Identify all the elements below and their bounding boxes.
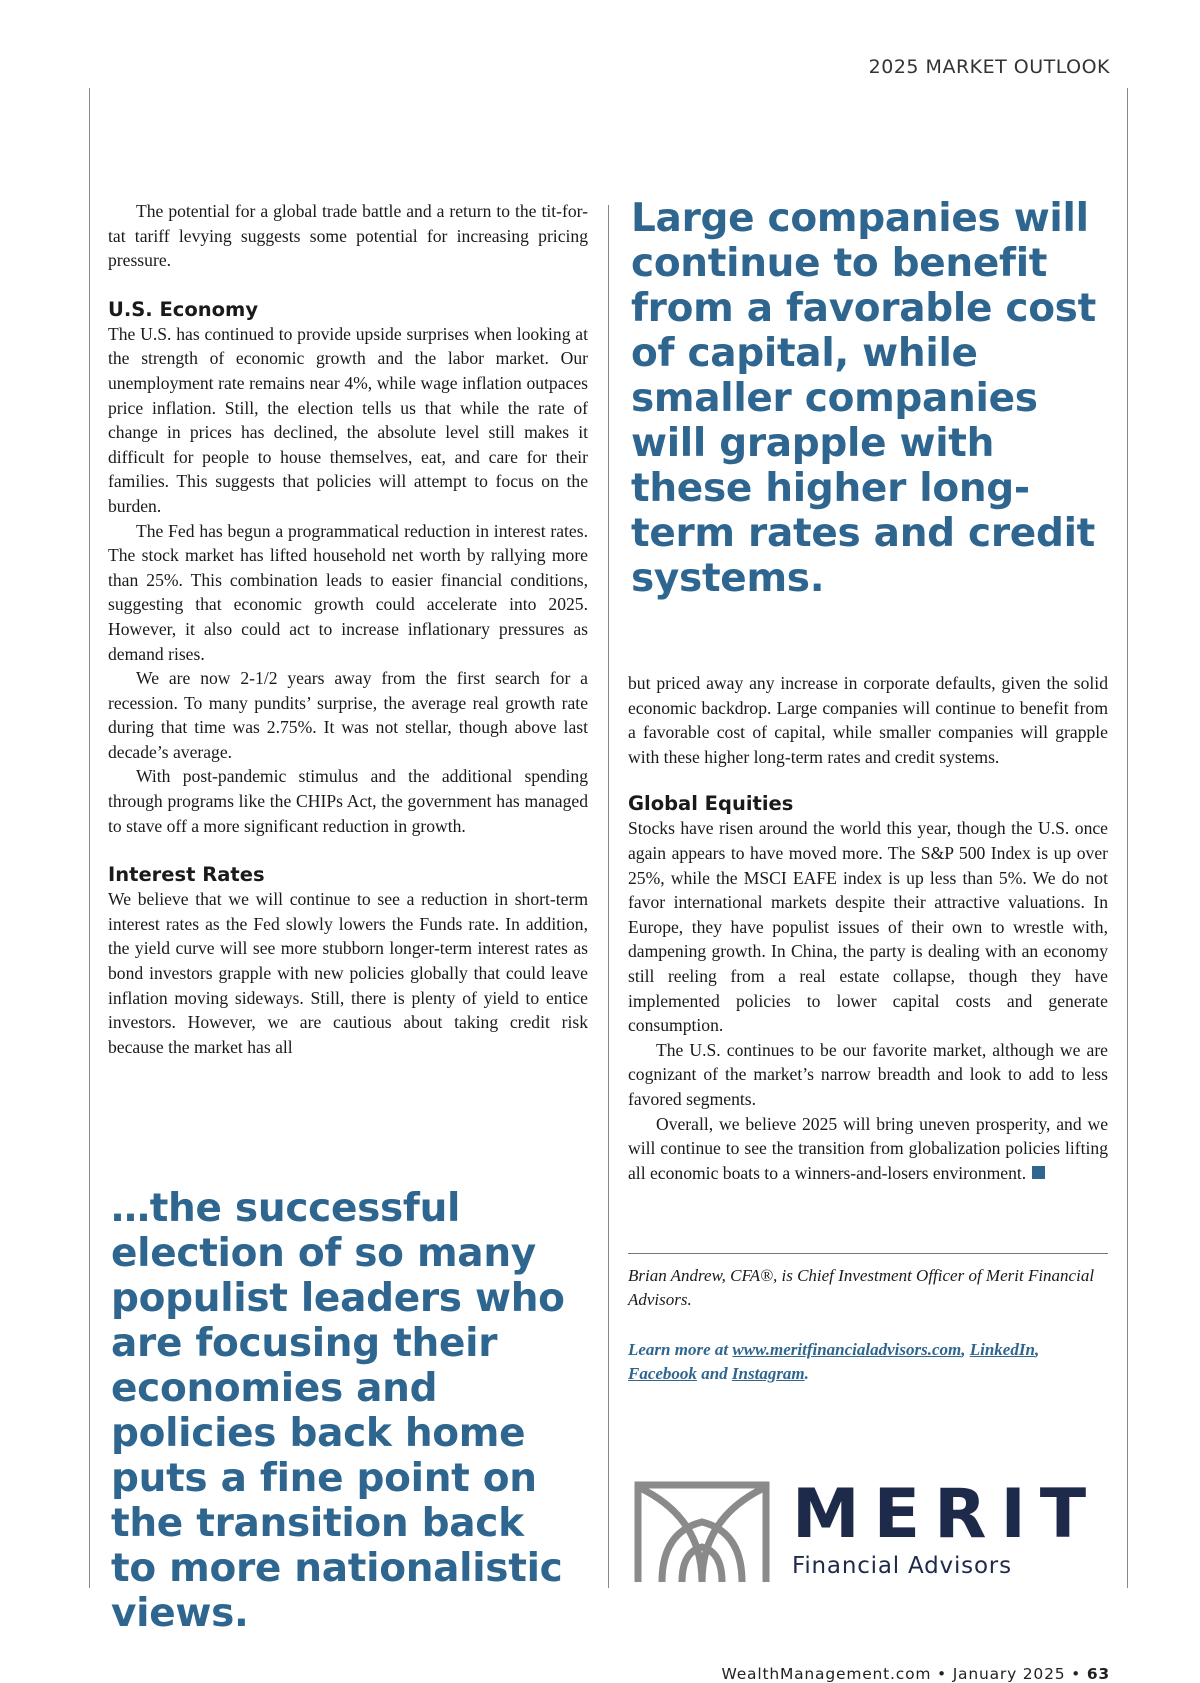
author-bio: Brian Andrew, CFA®, is Chief Investment Officer of Merit Financial Advisors.: [628, 1266, 1095, 1309]
column-rule-left: [89, 88, 90, 1588]
website-link[interactable]: www.meritfinancialadvisors.com: [732, 1340, 962, 1359]
learn-more-separator: ,: [1034, 1340, 1040, 1359]
us-economy-paragraph-3: We are now 2-1/2 years away from the first search for a recession. To many pundits’ surprise, the average real growth rate during that time was 2.75%. It was not stellar, though above last decade’s average.: [108, 668, 588, 762]
learn-more-and: and: [696, 1364, 732, 1383]
footer-bullet: •: [931, 1665, 953, 1683]
end-mark-icon: [1032, 1166, 1045, 1179]
interest-rates-paragraph: We believe that we will continue to see a reduction in short-term interest rates as the Fed slowly lowers the Funds rate. In addition, the yield curve will see more stubborn longer-term interest rates as bond investors grapple with new policies globally that could leave inflation moving sideways. Still, there is plenty of yield to entice investors. However, we are cautious about taking credit risk because the market has all: [108, 889, 588, 1057]
merit-emblem-icon: [632, 1477, 772, 1587]
linkedin-link[interactable]: LinkedIn: [969, 1340, 1035, 1359]
interest-rates-heading: Interest Rates: [108, 863, 265, 887]
merit-logo: [632, 1473, 1112, 1591]
logo-wordmark: MERIT: [792, 1475, 1101, 1554]
right-column-body: [628, 671, 1108, 1185]
us-economy-heading: U.S. Economy: [108, 297, 259, 321]
facebook-link[interactable]: Facebook: [628, 1364, 697, 1383]
us-economy-paragraph-2: The Fed has begun a programmatical reduction in interest rates. The stock market has lifted household net worth by rallying more than 25%. This combination leads to easier financial conditions, suggesting that economic growth could accelerate into 2025. However, it also could act to increase inflationary pressures as demand rises.: [108, 520, 588, 664]
footer-date: January 2025: [952, 1665, 1066, 1683]
learn-more-separator: ,: [961, 1340, 970, 1359]
page-footer: [721, 1665, 1110, 1683]
global-equities-paragraph-3-text: Overall, we believe 2025 will bring uneven prosperity, and we will continue to see the transition from globalization policies lifting all economic boats to a winners-and-losers environment.: [628, 1113, 1108, 1183]
section-label: 2025 MARKET OUTLOOK: [868, 56, 1110, 78]
learn-more: [628, 1338, 1108, 1386]
bio-divider: [628, 1253, 1108, 1254]
column-rule-right: [1127, 88, 1128, 1588]
intro-paragraph: The potential for a global trade battle and a return to the tit-for-tat tariff levying suggests some potential for increasing pricing pressure.: [108, 201, 588, 271]
right-pullquote: Large companies will continue to benefit from a favorable cost of capital, while smaller companies will grapple with these higher long-term rates and credit systems.: [631, 196, 1096, 601]
footer-bullet: •: [1065, 1665, 1087, 1683]
footer-site: WealthManagement.com: [721, 1665, 932, 1683]
global-equities-paragraph-2: The U.S. continues to be our favorite market, although we are cognizant of the market’s narrow breadth and look to add to less favored segments.: [628, 1039, 1108, 1109]
column-rule-middle: [608, 205, 609, 1588]
logo-tagline: Financial Advisors: [792, 1553, 1012, 1579]
learn-more-prefix: Learn more at: [628, 1340, 733, 1359]
continued-paragraph: but priced away any increase in corporate defaults, given the solid economic backdrop. Large companies will continue to benefit from a favorable cost of capital, while smaller companies will grapple with these higher long-term rates and credit systems.: [628, 673, 1108, 767]
left-pullquote: …the successful election of so many populist leaders who are focusing their economies and policies back home puts a fine point on the transition back to more nationalistic views.: [111, 1186, 565, 1636]
us-economy-paragraph-1: The U.S. has continued to provide upside surprises when looking at the strength of economic growth and the labor market. Our unemployment rate remains near 4%, while wage inflation outpaces price inflation. Still, the election tells us that while the rate of change in prices has declined, the absolute level still makes it difficult for people to house themselves, eat, and care for their families. This suggests that policies will attempt to focus on the burden.: [108, 323, 588, 516]
learn-more-end: .: [804, 1364, 809, 1383]
global-equities-paragraph-1: Stocks have risen around the world this year, though the U.S. once again appears to have moved more. The S&P 500 Index is up over 25%, while the MSCI EAFE index is up less than 5%. We do not favor international markets despite their attractive valuations. In Europe, they have populist issues of their own to wrestle with, dampening growth. In China, the party is dealing with an economy still reeling from a real estate collapse, though they have implemented policies to lower capital costs and generate consumption.: [628, 818, 1108, 1036]
global-equities-paragraph-3: [628, 1112, 1108, 1186]
left-column-body: [108, 199, 588, 1059]
global-equities-heading: Global Equities: [628, 792, 794, 816]
us-economy-paragraph-4: With post-pandemic stimulus and the additional spending through programs like the CHIPs Act, the government has managed to stave off a more significant reduction in growth.: [108, 766, 588, 836]
page-number: 63: [1086, 1665, 1110, 1683]
instagram-link[interactable]: Instagram: [731, 1364, 805, 1383]
